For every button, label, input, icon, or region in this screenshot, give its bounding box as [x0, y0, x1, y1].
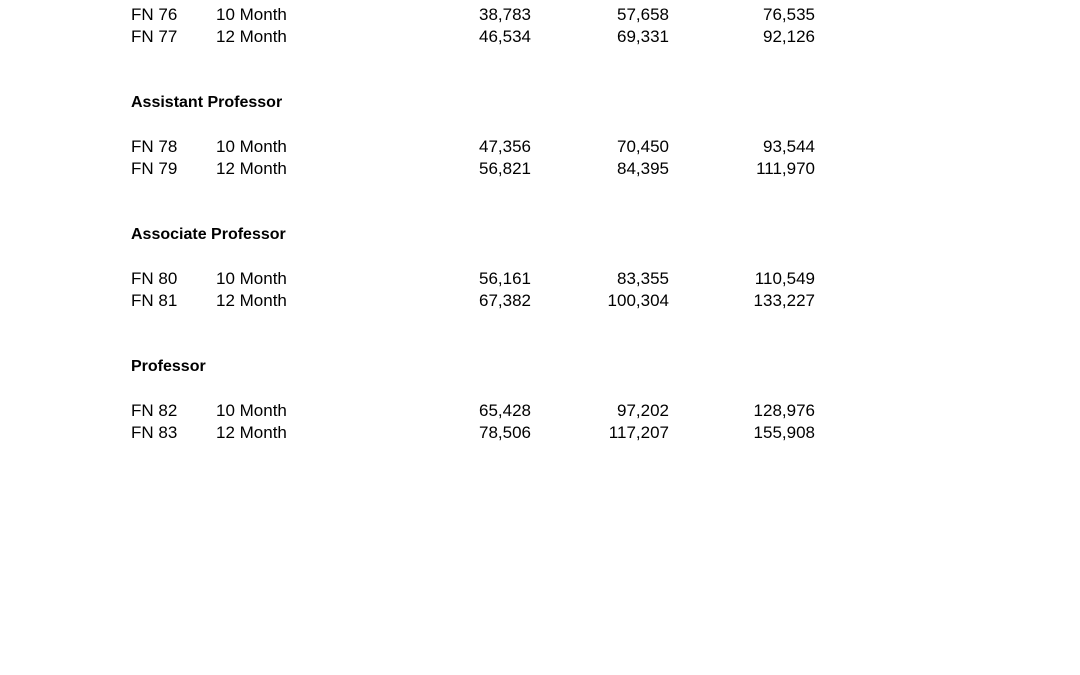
table-row	[0, 290, 1080, 312]
grade-code: FN 82	[131, 401, 178, 420]
salary-midpoint: 83,355	[617, 269, 669, 288]
contract-term: 12 Month	[216, 291, 287, 310]
salary-maximum: 133,227	[753, 291, 815, 310]
salary-maximum: 92,126	[763, 27, 815, 46]
section-heading: Assistant Professor	[131, 94, 283, 111]
salary-midpoint: 117,207	[608, 423, 669, 442]
section-heading: Professor	[131, 358, 206, 375]
salary-maximum: 128,976	[753, 401, 815, 420]
contract-term: 10 Month	[216, 137, 287, 156]
contract-term: 12 Month	[216, 159, 287, 178]
salary-minimum: 47,356	[479, 137, 531, 156]
salary-minimum: 65,428	[479, 401, 531, 420]
section-heading: Associate Professor	[131, 226, 286, 243]
contract-term: 12 Month	[216, 27, 287, 46]
grade-code: FN 81	[131, 291, 178, 310]
contract-term: 10 Month	[216, 401, 287, 420]
salary-maximum: 111,970	[756, 159, 815, 178]
grade-code: FN 80	[131, 269, 178, 288]
salary-minimum: 46,534	[479, 27, 531, 46]
salary-maximum: 155,908	[753, 423, 815, 442]
salary-minimum: 56,161	[479, 269, 531, 288]
contract-term: 12 Month	[216, 423, 287, 442]
salary-midpoint: 70,450	[617, 137, 669, 156]
table-row	[0, 400, 1080, 422]
salary-maximum: 93,544	[763, 137, 815, 156]
table-row	[0, 422, 1080, 444]
salary-minimum: 38,783	[479, 5, 531, 24]
table-row	[0, 26, 1080, 48]
salary-midpoint: 100,304	[607, 291, 669, 310]
salary-minimum: 56,821	[479, 159, 531, 178]
salary-minimum: 78,506	[479, 423, 531, 442]
contract-term: 10 Month	[216, 5, 287, 24]
grade-code: FN 79	[131, 159, 178, 178]
salary-midpoint: 69,331	[617, 27, 669, 46]
grade-code: FN 78	[131, 137, 178, 156]
table-row	[0, 4, 1080, 26]
table-row	[0, 158, 1080, 180]
salary-midpoint: 97,202	[617, 401, 669, 420]
grade-code: FN 76	[131, 5, 178, 24]
table-row	[0, 268, 1080, 290]
salary-minimum: 67,382	[479, 291, 531, 310]
salary-maximum: 76,535	[763, 5, 815, 24]
table-row	[0, 136, 1080, 158]
salary-maximum: 110,549	[754, 269, 815, 288]
grade-code: FN 83	[131, 423, 178, 442]
salary-midpoint: 57,658	[617, 5, 669, 24]
grade-code: FN 77	[131, 27, 178, 46]
salary-midpoint: 84,395	[617, 159, 669, 178]
contract-term: 10 Month	[216, 269, 287, 288]
